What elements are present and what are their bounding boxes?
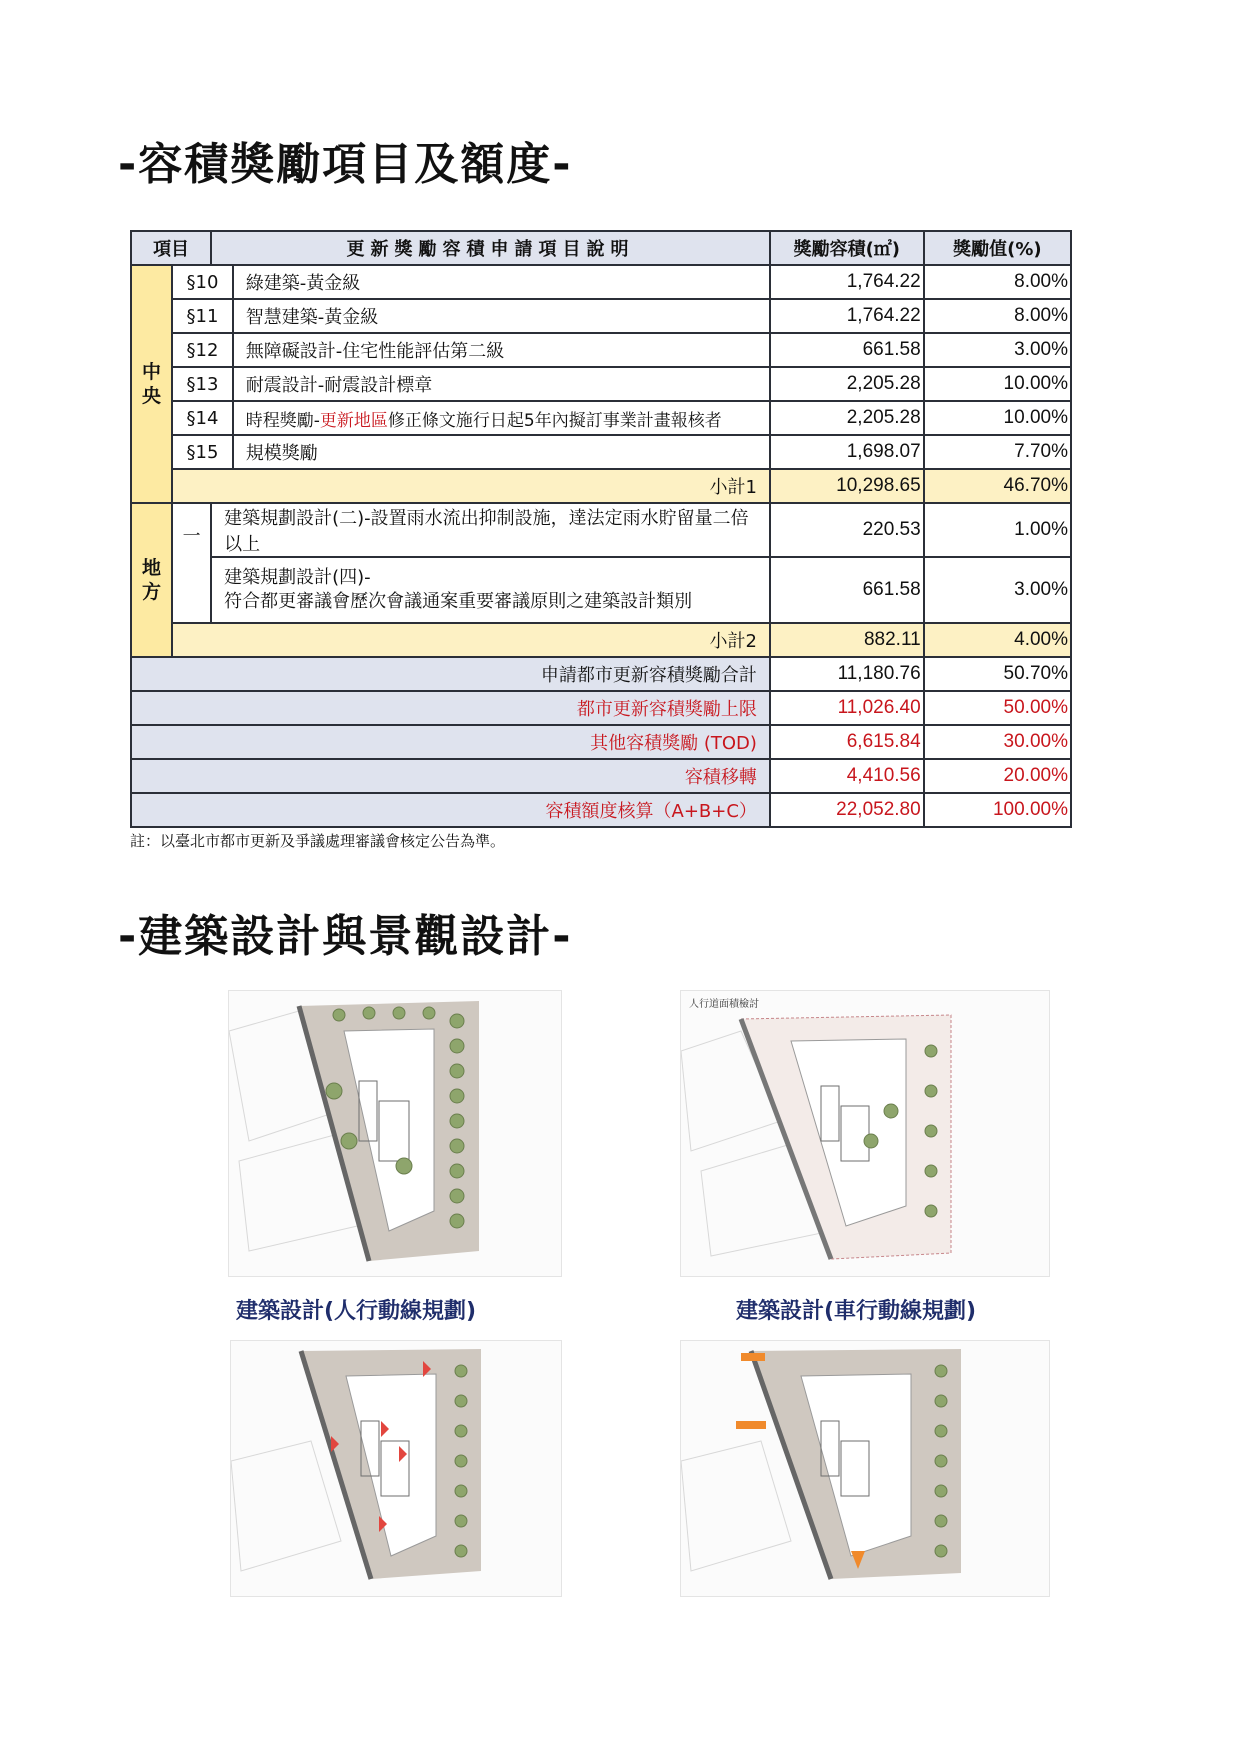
- region-local: [131, 503, 172, 657]
- desc-part: 時程獎勵-: [245, 410, 320, 431]
- summary-label: 容積移轉: [131, 759, 770, 793]
- header-item: 項目: [131, 231, 211, 265]
- header-area: 獎勵容積(㎡): [770, 231, 924, 265]
- table-row: [131, 333, 1071, 367]
- row-ratio: 3.00%: [924, 557, 1071, 623]
- desc-line: 建築規劃設計(四)-: [224, 567, 371, 588]
- row-code: §13: [172, 367, 233, 401]
- caption-pedestrian-flow: 建築設計(人行動線規劃): [236, 1299, 477, 1324]
- section-heading-bonus: -容積獎勵項目及額度-: [118, 139, 573, 190]
- row-area: 661.58: [770, 333, 924, 367]
- summary-label: 其他容積獎勵 (TOD): [131, 725, 770, 759]
- row-area: 1,764.22: [770, 299, 924, 333]
- pedestrian-flow-drawing: [230, 1340, 562, 1597]
- summary-label: 申請都市更新容積獎勵合計: [131, 657, 770, 691]
- region-central-label: 中央: [142, 361, 162, 407]
- site-plan-graphic: [229, 991, 561, 1276]
- drawing-title: 人行道面積檢討: [689, 999, 759, 1010]
- summary-area: 6,615.84: [770, 725, 924, 759]
- row-ratio: 1.00%: [924, 503, 1071, 557]
- subtotal-label: 小計2: [172, 623, 770, 657]
- table-row: [131, 401, 1071, 435]
- site-plan-drawing: [228, 990, 562, 1277]
- subtotal-label: 小計1: [172, 469, 770, 503]
- row-code: §14: [172, 401, 233, 435]
- row-ratio: 10.00%: [924, 401, 1071, 435]
- row-area: 220.53: [770, 503, 924, 557]
- summary-area: 11,180.76: [770, 657, 924, 691]
- site-plan-graphic: [231, 1341, 561, 1596]
- subtotal-ratio: 46.70%: [924, 469, 1071, 503]
- summary-label: 容積額度核算（A+B+C）: [131, 793, 770, 827]
- row-area: 2,205.28: [770, 367, 924, 401]
- local-group-code: 一: [172, 503, 211, 623]
- table-row: [131, 435, 1071, 469]
- summary-ratio: 100.00%: [924, 793, 1071, 827]
- row-description: 綠建築-黃金級: [233, 265, 770, 299]
- summary-ratio: 50.70%: [924, 657, 1071, 691]
- subtotal-row: [131, 623, 1071, 657]
- row-ratio: 7.70%: [924, 435, 1071, 469]
- summary-ratio: 20.00%: [924, 759, 1071, 793]
- row-area: 1,764.22: [770, 265, 924, 299]
- summary-row: [131, 691, 1071, 725]
- summary-ratio: 50.00%: [924, 691, 1071, 725]
- desc-line: 符合都更審議會歷次會議通案重要審議原則之建築設計類別: [224, 591, 693, 612]
- table-row: [131, 299, 1071, 333]
- row-code: §12: [172, 333, 233, 367]
- row-description: [211, 557, 770, 623]
- bonus-table: [130, 230, 1072, 828]
- vehicle-flow-drawing: [680, 1340, 1050, 1597]
- summary-label: 都市更新容積獎勵上限: [131, 691, 770, 725]
- sidewalk-area-drawing: [680, 990, 1050, 1277]
- row-description: 耐震設計-耐震設計標章: [233, 367, 770, 401]
- subtotal-area: 10,298.65: [770, 469, 924, 503]
- desc-highlight: 更新地區: [319, 410, 388, 431]
- row-ratio: 8.00%: [924, 299, 1071, 333]
- row-code: §11: [172, 299, 233, 333]
- table-row: [131, 557, 1071, 623]
- row-area: 661.58: [770, 557, 924, 623]
- row-ratio: 3.00%: [924, 333, 1071, 367]
- row-ratio: 8.00%: [924, 265, 1071, 299]
- summary-area: 11,026.40: [770, 691, 924, 725]
- desc-part: 修正條文施行日起5年內擬訂事業計畫報核者: [387, 410, 722, 431]
- subtotal-area: 882.11: [770, 623, 924, 657]
- row-area: 1,698.07: [770, 435, 924, 469]
- row-area: 2,205.28: [770, 401, 924, 435]
- table-row: [131, 265, 1071, 299]
- table-row: [131, 503, 1071, 557]
- summary-ratio: 30.00%: [924, 725, 1071, 759]
- header-description: 更新獎勵容積申請項目說明: [211, 231, 770, 265]
- summary-area: 4,410.56: [770, 759, 924, 793]
- summary-row: [131, 793, 1071, 827]
- subtotal-row: [131, 469, 1071, 503]
- summary-row: [131, 657, 1071, 691]
- row-code: §10: [172, 265, 233, 299]
- table-note: 註：以臺北市都市更新及爭議處理審議會核定公告為準。: [130, 832, 506, 850]
- row-description: 建築規劃設計(二)-設置雨水流出抑制設施，達法定雨水貯留量二倍以上: [211, 503, 770, 557]
- summary-row: [131, 725, 1071, 759]
- region-local-label: 地方: [142, 557, 162, 603]
- table-header-row: [131, 231, 1071, 265]
- row-description: 智慧建築-黃金級: [233, 299, 770, 333]
- summary-area: 22,052.80: [770, 793, 924, 827]
- subtotal-ratio: 4.00%: [924, 623, 1071, 657]
- site-plan-graphic: [681, 1341, 1049, 1596]
- summary-row: [131, 759, 1071, 793]
- table-row: [131, 367, 1071, 401]
- header-ratio: 獎勵值(%): [924, 231, 1071, 265]
- site-plan-graphic: [681, 991, 1049, 1276]
- section-heading-design: -建築設計與景觀設計-: [118, 911, 573, 962]
- row-description: [233, 401, 770, 435]
- row-description: 規模獎勵: [233, 435, 770, 469]
- row-description: 無障礙設計-住宅性能評估第二級: [233, 333, 770, 367]
- region-central: [131, 265, 172, 503]
- row-ratio: 10.00%: [924, 367, 1071, 401]
- caption-vehicle-flow: 建築設計(車行動線規劃): [736, 1299, 977, 1324]
- row-code: §15: [172, 435, 233, 469]
